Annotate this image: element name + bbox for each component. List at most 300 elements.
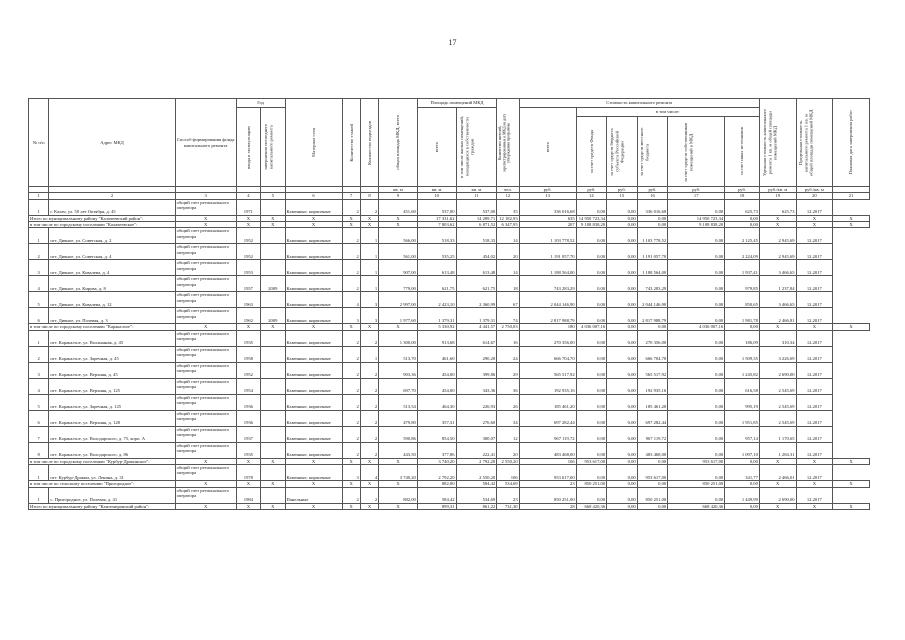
- table-cell: 192 935,16: [637, 378, 668, 394]
- table-cell: 2: [360, 410, 378, 426]
- table-cell: 0,00: [637, 324, 668, 330]
- table-cell: 2 792,20: [456, 458, 497, 464]
- table-cell: X: [379, 215, 418, 221]
- table-cell: 953 617,00: [576, 458, 607, 464]
- subtotal-row: [29, 503, 870, 509]
- table-row: [29, 442, 870, 458]
- table-cell: X: [379, 503, 418, 509]
- table-cell: 1954: [236, 378, 260, 394]
- table-cell: 0,00: [668, 487, 725, 503]
- header-area-living: в том числе жилых помещений, находящихся в собственности граждан: [456, 108, 497, 187]
- table-cell: 2: [29, 346, 49, 362]
- table-cell: 0,00: [668, 292, 725, 308]
- table-cell: 20: [497, 244, 519, 260]
- table-cell: 1 981,78: [725, 308, 760, 324]
- column-number-cell: 1: [29, 193, 49, 199]
- table-cell: 2 224,09: [725, 244, 760, 260]
- subtotal-label: в том числе по городскому поселению "Каракалзое":: [29, 324, 176, 330]
- table-cell: 9 108 838,20: [576, 221, 607, 227]
- table-cell: [261, 228, 285, 244]
- column-number-cell: 5: [261, 193, 285, 199]
- unit-cell: руб.: [607, 187, 638, 193]
- table-cell: общий счет регионального оператора: [175, 228, 236, 244]
- table-cell: 616,58: [725, 378, 760, 394]
- table-cell: [261, 426, 285, 442]
- table-cell: пгт. Каракалзое, ул. Заречная, д. 45: [49, 346, 175, 362]
- header-year-group: Год: [236, 99, 285, 108]
- column-number-cell: 11: [456, 193, 497, 199]
- table-cell: 12.2017: [796, 487, 833, 503]
- table-cell: 23: [519, 481, 576, 487]
- table-cell: 1958: [236, 346, 260, 362]
- table-cell: 2: [360, 199, 378, 215]
- table-cell: 850,65: [725, 292, 760, 308]
- header-address: Адрес МКД: [49, 99, 175, 187]
- table-cell: 2: [342, 244, 360, 260]
- table-row: [29, 378, 870, 394]
- table-cell: 2: [342, 487, 360, 503]
- table-cell: общий счет регионального оператора: [175, 378, 236, 394]
- table-cell: 1953: [236, 260, 260, 276]
- table-cell: г. Калач, ул. 50 лет Октября, д. 45: [49, 199, 175, 215]
- table-cell: 0,00: [637, 481, 668, 487]
- table-cell: 0,00: [668, 362, 725, 378]
- table-cell: 1952: [236, 244, 260, 260]
- table-cell: X: [833, 324, 870, 330]
- table-row: [29, 410, 870, 426]
- table-cell: X: [360, 503, 378, 509]
- table-row: [29, 228, 870, 244]
- table-cell: 0,00: [607, 362, 638, 378]
- table-cell: X: [175, 481, 236, 487]
- table-cell: X: [342, 221, 360, 227]
- table-cell: X: [796, 221, 833, 227]
- table-cell: 18: [497, 276, 519, 292]
- table-cell: 12.2017: [796, 410, 833, 426]
- table-cell: 0,00: [576, 292, 607, 308]
- table-cell: 0,00: [576, 426, 607, 442]
- table-cell: X: [360, 481, 378, 487]
- table-cell: 341,77: [725, 465, 760, 481]
- table-cell: X: [342, 458, 360, 464]
- header-year-last: завершения последнего капитального ремонта: [261, 108, 285, 187]
- table-cell: 3: [342, 308, 360, 324]
- table-cell: 336 016,68: [519, 199, 576, 215]
- table-cell: 2: [342, 394, 360, 410]
- table-cell: 2: [360, 487, 378, 503]
- table-cell: 0,00: [607, 244, 638, 260]
- table-cell: 1984: [236, 487, 260, 503]
- table-cell: 12.2017: [796, 308, 833, 324]
- table-cell: 17 331,62: [417, 215, 456, 221]
- table-cell: 1: [29, 465, 49, 481]
- table-cell: 12.2017: [796, 292, 833, 308]
- table-cell: общий счет регионального оператора: [175, 442, 236, 458]
- table-cell: 2: [29, 244, 49, 260]
- table-cell: 613,48: [417, 260, 456, 276]
- subtotal-label: в том числе по городскому поселению "Калачеевское":: [29, 221, 176, 227]
- table-cell: 3: [29, 362, 49, 378]
- table-cell: 666 704,70: [519, 346, 576, 362]
- table-cell: 5: [29, 292, 49, 308]
- table-cell: 12.2017: [796, 442, 833, 458]
- table-cell: 2 690,00: [759, 362, 796, 378]
- header-cost-all: всего: [519, 108, 576, 187]
- table-cell: 222,41: [456, 442, 497, 458]
- table-cell: 6: [29, 410, 49, 426]
- table-cell: 12.2017: [796, 244, 833, 260]
- table-cell: 537,00: [417, 199, 456, 215]
- unit-cell: чел.: [497, 187, 519, 193]
- table-cell: 0,00: [668, 426, 725, 442]
- table-cell: общий счет регионального оператора: [175, 308, 236, 324]
- column-number-cell: 2: [49, 193, 175, 199]
- table-cell: пгт. Дивное, ул. Советская, д. 2: [49, 228, 175, 244]
- table-header: [29, 99, 870, 200]
- table-cell: 537,00: [456, 199, 497, 215]
- table-cell: 1 509,35: [725, 346, 760, 362]
- table-row: [29, 292, 870, 308]
- table-cell: 8: [29, 442, 49, 458]
- table-row: [29, 346, 870, 362]
- table-cell: 0,00: [668, 346, 725, 362]
- table-cell: X: [236, 324, 260, 330]
- table-cell: 1 977,60: [379, 308, 418, 324]
- table-cell: Каменные, кирпичные: [285, 260, 342, 276]
- table-cell: 957,14: [725, 426, 760, 442]
- table-cell: 0,00: [576, 487, 607, 503]
- unit-cell: руб.: [668, 187, 725, 193]
- table-cell: 2: [360, 330, 378, 346]
- table-cell: Каменные, кирпичные: [285, 276, 342, 292]
- table-cell: 0,00: [607, 346, 638, 362]
- column-number-cell: 4: [236, 193, 260, 199]
- table-cell: X: [360, 215, 378, 221]
- table-cell: 483 468,00: [637, 442, 668, 458]
- table-cell: 1936: [236, 410, 260, 426]
- subtotal-label: Итого по муниципальному району "Калачеевский район":: [29, 215, 176, 221]
- table-cell: 697 282,44: [637, 410, 668, 426]
- table-cell: 0,00: [576, 260, 607, 276]
- table-cell: 2 750,03: [497, 324, 519, 330]
- table-cell: 1 284,31: [759, 442, 796, 458]
- table-cell: 106: [519, 458, 576, 464]
- table-cell: общий счет регионального оператора: [175, 346, 236, 362]
- unit-cell: руб.: [576, 187, 607, 193]
- table-cell: X: [261, 503, 285, 509]
- table-cell: 861,22: [456, 503, 497, 509]
- table-cell: X: [360, 221, 378, 227]
- table-cell: 380,07: [456, 426, 497, 442]
- table-cell: 953 617,00: [668, 458, 725, 464]
- table-cell: 0,00: [576, 199, 607, 215]
- table-cell: 276,60: [456, 410, 497, 426]
- table-cell: 779,00: [379, 276, 418, 292]
- table-cell: 6 871,52: [456, 221, 497, 227]
- table-cell: 0,00: [637, 215, 668, 221]
- table-cell: 0,00: [576, 228, 607, 244]
- table-cell: 882,00: [379, 487, 418, 503]
- table-cell: 336 016,68: [637, 199, 668, 215]
- table-cell: 967 119,72: [519, 426, 576, 442]
- table-row: [29, 244, 870, 260]
- table-cell: 2: [342, 260, 360, 276]
- table-cell: 1 449,99: [725, 487, 760, 503]
- table-cell: 0,00: [576, 465, 607, 481]
- table-cell: X: [342, 503, 360, 509]
- table-cell: пгт. Дивное, ул. Ковалева, д. 4: [49, 260, 175, 276]
- table-cell: 6: [29, 308, 49, 324]
- column-number-cell: 20: [796, 193, 833, 199]
- table-cell: 185 461,20: [637, 394, 668, 410]
- table-cell: 743 283,29: [637, 276, 668, 292]
- table-cell: 14 950 723,34: [576, 215, 607, 221]
- table-cell: 2 545,69: [759, 394, 796, 410]
- table-cell: 1: [29, 487, 49, 503]
- table-cell: 979,85: [725, 276, 760, 292]
- table-cell: 513,54: [379, 394, 418, 410]
- table-cell: пгт. Дивное, ул. Советская, д. 4: [49, 244, 175, 260]
- table-cell: 12.2017: [796, 199, 833, 215]
- table-cell: 14: [497, 228, 519, 244]
- table-cell: 1 951,85: [725, 410, 760, 426]
- table-cell: 953 617,00: [519, 465, 576, 481]
- table-cell: [261, 410, 285, 426]
- table-cell: 0,00: [725, 221, 760, 227]
- table-cell: 0,00: [668, 228, 725, 244]
- table-cell: 621,75: [417, 276, 456, 292]
- table-cell: 0,00: [668, 244, 725, 260]
- header-cost-fund: за счет средств Фонда: [576, 117, 607, 187]
- table-cell: X: [796, 458, 833, 464]
- table-cell: 20: [497, 442, 519, 458]
- table-cell: 0,00: [725, 215, 760, 221]
- page-number: 17: [448, 38, 457, 47]
- table-cell: 12.2017: [796, 346, 833, 362]
- table-cell: X: [833, 215, 870, 221]
- table-cell: Каменные, кирпичные: [285, 244, 342, 260]
- table-cell: 0,00: [668, 330, 725, 346]
- table-cell: 186,09: [725, 330, 760, 346]
- table-cell: общий счет регионального оператора: [175, 410, 236, 426]
- table-cell: [261, 244, 285, 260]
- table-row: [29, 330, 870, 346]
- table-cell: 0,00: [607, 308, 638, 324]
- table-cell: X: [261, 221, 285, 227]
- table-cell: 1: [360, 276, 378, 292]
- table-cell: 0,00: [668, 394, 725, 410]
- table-cell: 2 044 146,90: [637, 292, 668, 308]
- table-cell: 0,00: [607, 221, 638, 227]
- table-cell: 0,00: [668, 410, 725, 426]
- table-cell: 0,00: [668, 260, 725, 276]
- table-cell: пгт. Дивное, ул. Полевая, д. 3: [49, 308, 175, 324]
- table-cell: X: [175, 324, 236, 330]
- table-cell: 2 945,69: [759, 244, 796, 260]
- table-cell: [261, 442, 285, 458]
- header-floors: Количество этажей: [342, 99, 360, 187]
- table-cell: 731,30: [497, 503, 519, 509]
- table-cell: 23: [497, 487, 519, 503]
- table-cell: X: [796, 503, 833, 509]
- table-cell: 2: [360, 442, 378, 458]
- table-cell: 0,00: [576, 276, 607, 292]
- table-cell: 566,00: [379, 228, 418, 244]
- column-number-cell: 8: [360, 193, 378, 199]
- unit-cell: руб./кв. м: [759, 187, 796, 193]
- table-cell: 192 935,16: [519, 378, 576, 394]
- table-cell: 697 282,44: [519, 410, 576, 426]
- subtotal-label: Итого по муниципальному району "Кантемировский район":: [29, 503, 176, 509]
- table-cell: X: [759, 481, 796, 487]
- table-cell: 7: [29, 426, 49, 442]
- table-cell: X: [342, 481, 360, 487]
- table-cell: 454,00: [417, 378, 456, 394]
- table-cell: 1952: [236, 362, 260, 378]
- table-cell: 106: [497, 465, 519, 481]
- table-cell: 2009: [261, 276, 285, 292]
- table-cell: 0,00: [725, 503, 760, 509]
- table-cell: 1 188 564,00: [637, 260, 668, 276]
- table-cell: 1952: [236, 228, 260, 244]
- table-cell: 451,60: [379, 199, 418, 215]
- table-cell: 0,00: [607, 378, 638, 394]
- table-cell: 12.2017: [796, 426, 833, 442]
- table-cell: 2 550,20: [497, 458, 519, 464]
- table-cell: 953 617,00: [637, 465, 668, 481]
- table-cell: 0,00: [607, 215, 638, 221]
- table-cell: 12.2017: [796, 465, 833, 481]
- table-cell: 2: [360, 394, 378, 410]
- column-number-cell: 14: [576, 193, 607, 199]
- table-cell: 0,00: [725, 481, 760, 487]
- table-row: [29, 362, 870, 378]
- table-cell: 377,86: [417, 442, 456, 458]
- table-cell: X: [379, 221, 418, 227]
- table-cell: пгт. Каракалзое, ул. Верхняя, д. 128: [49, 410, 175, 426]
- table-cell: Каменные, кирпичные: [285, 292, 342, 308]
- subtotal-label: в том числе по городскому поселению "Курбур-Дракинское":: [29, 458, 176, 464]
- table-cell: X: [175, 221, 236, 227]
- table-row: [29, 394, 870, 410]
- table-cell: 621,75: [456, 276, 497, 292]
- table-cell: 1 191 057,70: [519, 244, 576, 260]
- table-cell: Каменные, кирпичные: [285, 410, 342, 426]
- table-cell: 0,00: [607, 330, 638, 346]
- table-cell: 12.2017: [796, 362, 833, 378]
- table-cell: X: [285, 221, 342, 227]
- table-cell: 1: [29, 199, 49, 215]
- table-cell: 2 817 988,79: [519, 308, 576, 324]
- column-number-cell: 16: [637, 193, 668, 199]
- table-cell: 12.2017: [796, 228, 833, 244]
- table-cell: 2 792,20: [417, 465, 456, 481]
- table-cell: 0,00: [607, 487, 638, 503]
- table-cell: пгт. Каракалзое, ул. Володарского, д. 75, корп. А: [49, 426, 175, 442]
- table-cell: 16: [497, 330, 519, 346]
- table-cell: 850 251,00: [668, 481, 725, 487]
- column-number-cell: 9: [379, 193, 418, 199]
- unit-cell: кв. м: [379, 187, 418, 193]
- header-funding: Способ формирования фонда капитального ремонта: [175, 99, 236, 187]
- table-cell: 1 379,31: [456, 308, 497, 324]
- table-cell: 0,00: [607, 503, 638, 509]
- table-cell: 668 420,36: [668, 503, 725, 509]
- column-number-cell: 21: [833, 193, 870, 199]
- table-cell: 0,00: [576, 330, 607, 346]
- table-cell: 584,42: [456, 481, 497, 487]
- table-cell: 5: [29, 394, 49, 410]
- table-cell: Каменные, кирпичные: [285, 378, 342, 394]
- table-row: [29, 465, 870, 481]
- table-cell: 4: [360, 465, 378, 481]
- header-cost-region: за счет средств бюджета субъекта Российской Федерации: [607, 117, 638, 187]
- unit-cell: руб.: [637, 187, 668, 193]
- table-cell: [261, 394, 285, 410]
- table-cell: 1 379,31: [417, 308, 456, 324]
- table-cell: Каменные, кирпичные: [285, 346, 342, 362]
- table-cell: X: [261, 215, 285, 221]
- table-cell: 14: [497, 260, 519, 276]
- table-cell: общий счет регионального оператора: [175, 260, 236, 276]
- header-num: № п/п: [29, 99, 49, 187]
- table-cell: 7 803,62: [417, 221, 456, 227]
- table-cell: 2 997,00: [379, 292, 418, 308]
- table-cell: X: [759, 458, 796, 464]
- table-cell: 0,00: [607, 260, 638, 276]
- table-cell: 1 191 057,70: [637, 244, 668, 260]
- table-cell: 0,00: [576, 308, 607, 324]
- table-cell: 0,00: [607, 442, 638, 458]
- table-cell: пгт. Курбур-Дракин, ул. Ленина, д. 31: [49, 465, 175, 481]
- column-number-cell: 18: [725, 193, 760, 199]
- table-cell: 12.2017: [796, 330, 833, 346]
- table-cell: [261, 465, 285, 481]
- table-cell: X: [342, 324, 360, 330]
- table-cell: пгт. Каракалзое, ул. Волжанная, д. 45: [49, 330, 175, 346]
- table-cell: 561,00: [379, 244, 418, 260]
- unit-cell: кв. м: [456, 187, 497, 193]
- table-cell: 697,70: [379, 378, 418, 394]
- table-cell: 1 103 778,52: [637, 228, 668, 244]
- table-cell: 310,34: [759, 330, 796, 346]
- table-cell: пгт. Дивное, ул. Ковалева, д. 12: [49, 292, 175, 308]
- table-cell: X: [285, 324, 342, 330]
- table-cell: 4 441,57: [456, 324, 497, 330]
- table-cell: 443,50: [379, 442, 418, 458]
- table-cell: 2 044 146,90: [519, 292, 576, 308]
- table-cell: 2 550,20: [456, 465, 497, 481]
- header-area-group: Площадь помещений МКД: [417, 99, 496, 108]
- table-cell: 1: [29, 228, 49, 244]
- table-cell: 29: [497, 362, 519, 378]
- table-cell: Каменные, кирпичные: [285, 330, 342, 346]
- table-cell: 3 466,65: [759, 292, 796, 308]
- table-cell: 995,19: [725, 394, 760, 410]
- table-cell: 0,00: [607, 410, 638, 426]
- table-cell: общий счет регионального оператора: [175, 244, 236, 260]
- table-cell: 2 466,81: [759, 308, 796, 324]
- column-number-cell: 10: [417, 193, 456, 199]
- table-cell: 226,93: [456, 394, 497, 410]
- column-number-cell: 13: [519, 193, 576, 199]
- table-cell: 913,68: [417, 330, 456, 346]
- table-cell: 290,20: [456, 346, 497, 362]
- table-cell: 2: [342, 228, 360, 244]
- table-cell: 1 188 564,00: [519, 260, 576, 276]
- table-cell: 1978: [236, 465, 260, 481]
- table-cell: 1 097,10: [725, 442, 760, 458]
